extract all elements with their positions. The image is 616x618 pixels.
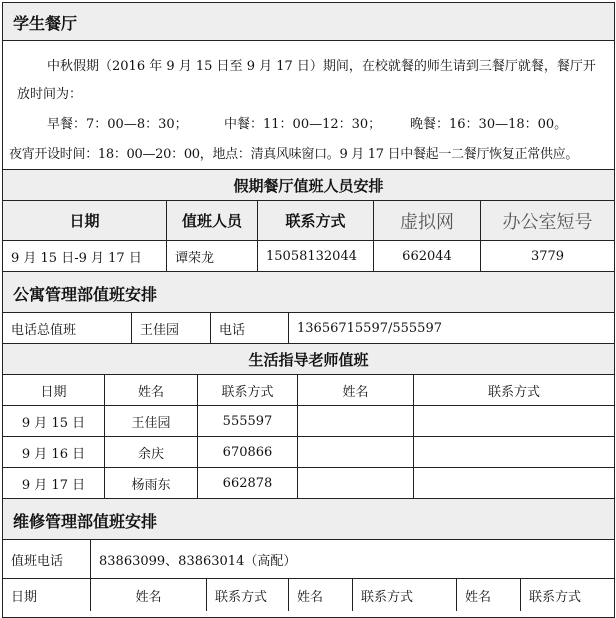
holiday-duty-title: 假期餐厅值班人员安排 [233,176,384,195]
maintenance-phone-value: 83863099、83863014（高配） [99,553,297,569]
lg-phone-2 [414,406,614,436]
mt-header-contact-2: 联系方式 [353,579,457,611]
cafeteria-section [2,2,615,170]
mt-header-contact-1: 联系方式 [207,579,289,611]
lg-phone: 670866 [198,437,298,467]
life-guidance-title-bar [2,343,615,375]
lg-date: 9 月 16 日 [3,437,105,467]
table-row [2,467,615,499]
header-date: 日期 [3,201,167,240]
maintenance-title: 维修管理部值班安排 [13,512,158,531]
lg-name-2 [298,406,414,436]
duty-date: 9 月 15 日-9 月 17 日 [3,241,167,271]
lg-phone: 662878 [198,468,298,498]
lg-name-2 [298,468,414,498]
header-contact: 联系方式 [258,201,374,240]
maintenance-phone-row [2,539,615,579]
duty-staff: 谭荣龙 [167,241,258,271]
night-snack-info: 夜宵开设时间：18：00—20：00，地点：清真风味窗口。9 月 17 日中餐起一二餐厅恢复正常供应。 [9,147,579,162]
lg-header-name: 姓名 [105,375,198,405]
lg-phone: 555597 [198,406,298,436]
maintenance-title-bar [2,498,615,540]
notice-line-1: 中秋假期（2016 年 9 月 15 日至 9 月 17 日）期间，在校就餐的师生请到三餐厅就餐，餐厅开 [47,59,596,74]
header-office-short: 办公室短号 [502,211,593,233]
table-row [2,436,615,468]
mt-header-date: 日期 [3,579,91,611]
mt-header-name-3: 姓名 [457,579,521,611]
duty-virtual-net: 662044 [374,241,481,271]
holiday-duty-header-row [2,200,615,241]
breakfast-time: 早餐：7：00—8：30； [47,117,188,132]
lg-header-date: 日期 [3,375,105,405]
apartment-name: 王佳园 [132,313,211,343]
header-staff: 值班人员 [167,201,258,240]
apartment-label-main: 电话总值班 [3,313,132,343]
cafeteria-title: 学生餐厅 [13,14,78,33]
duty-phone: 15058132044 [258,241,374,271]
lg-header-contact: 联系方式 [198,375,298,405]
apartment-phone: 13656715597/555597 [297,320,442,336]
lg-name: 杨雨东 [105,468,198,498]
mt-header-name-2: 姓名 [289,579,353,611]
apartment-title: 公寓管理部值班安排 [13,285,158,304]
lg-name-2 [298,437,414,467]
lg-phone-2 [414,468,614,498]
lg-date: 9 月 15 日 [3,406,105,436]
lg-header-contact-2: 联系方式 [487,384,540,400]
maintenance-phone-label: 值班电话 [3,540,91,578]
lunch-time: 中餐：11：00—12：30； [224,117,382,132]
header-virtual-net: 虚拟网 [374,201,481,240]
life-guidance-header-row [2,374,615,406]
apartment-title-bar [2,271,615,313]
apartment-row [2,312,615,344]
mt-header-contact-3: 联系方式 [529,589,582,605]
lg-date: 9 月 17 日 [3,468,105,498]
duty-office-short: 3779 [530,248,565,264]
life-guidance-title: 生活指导老师值班 [248,350,369,369]
maintenance-header-row [2,578,615,618]
lg-header-name-2: 姓名 [298,375,414,405]
notice-line-2: 放时间为： [17,87,83,102]
dinner-time: 晚餐：16：30—18：00。 [410,117,568,132]
apartment-label-phone: 电话 [211,313,289,343]
mt-header-name-1: 姓名 [91,579,207,611]
holiday-duty-row [2,240,615,272]
holiday-duty-title-bar [2,169,615,201]
cafeteria-title-bar [3,3,614,41]
lg-name: 王佳园 [105,406,198,436]
lg-name: 余庆 [105,437,198,467]
table-row [2,405,615,437]
lg-phone-2 [414,437,614,467]
